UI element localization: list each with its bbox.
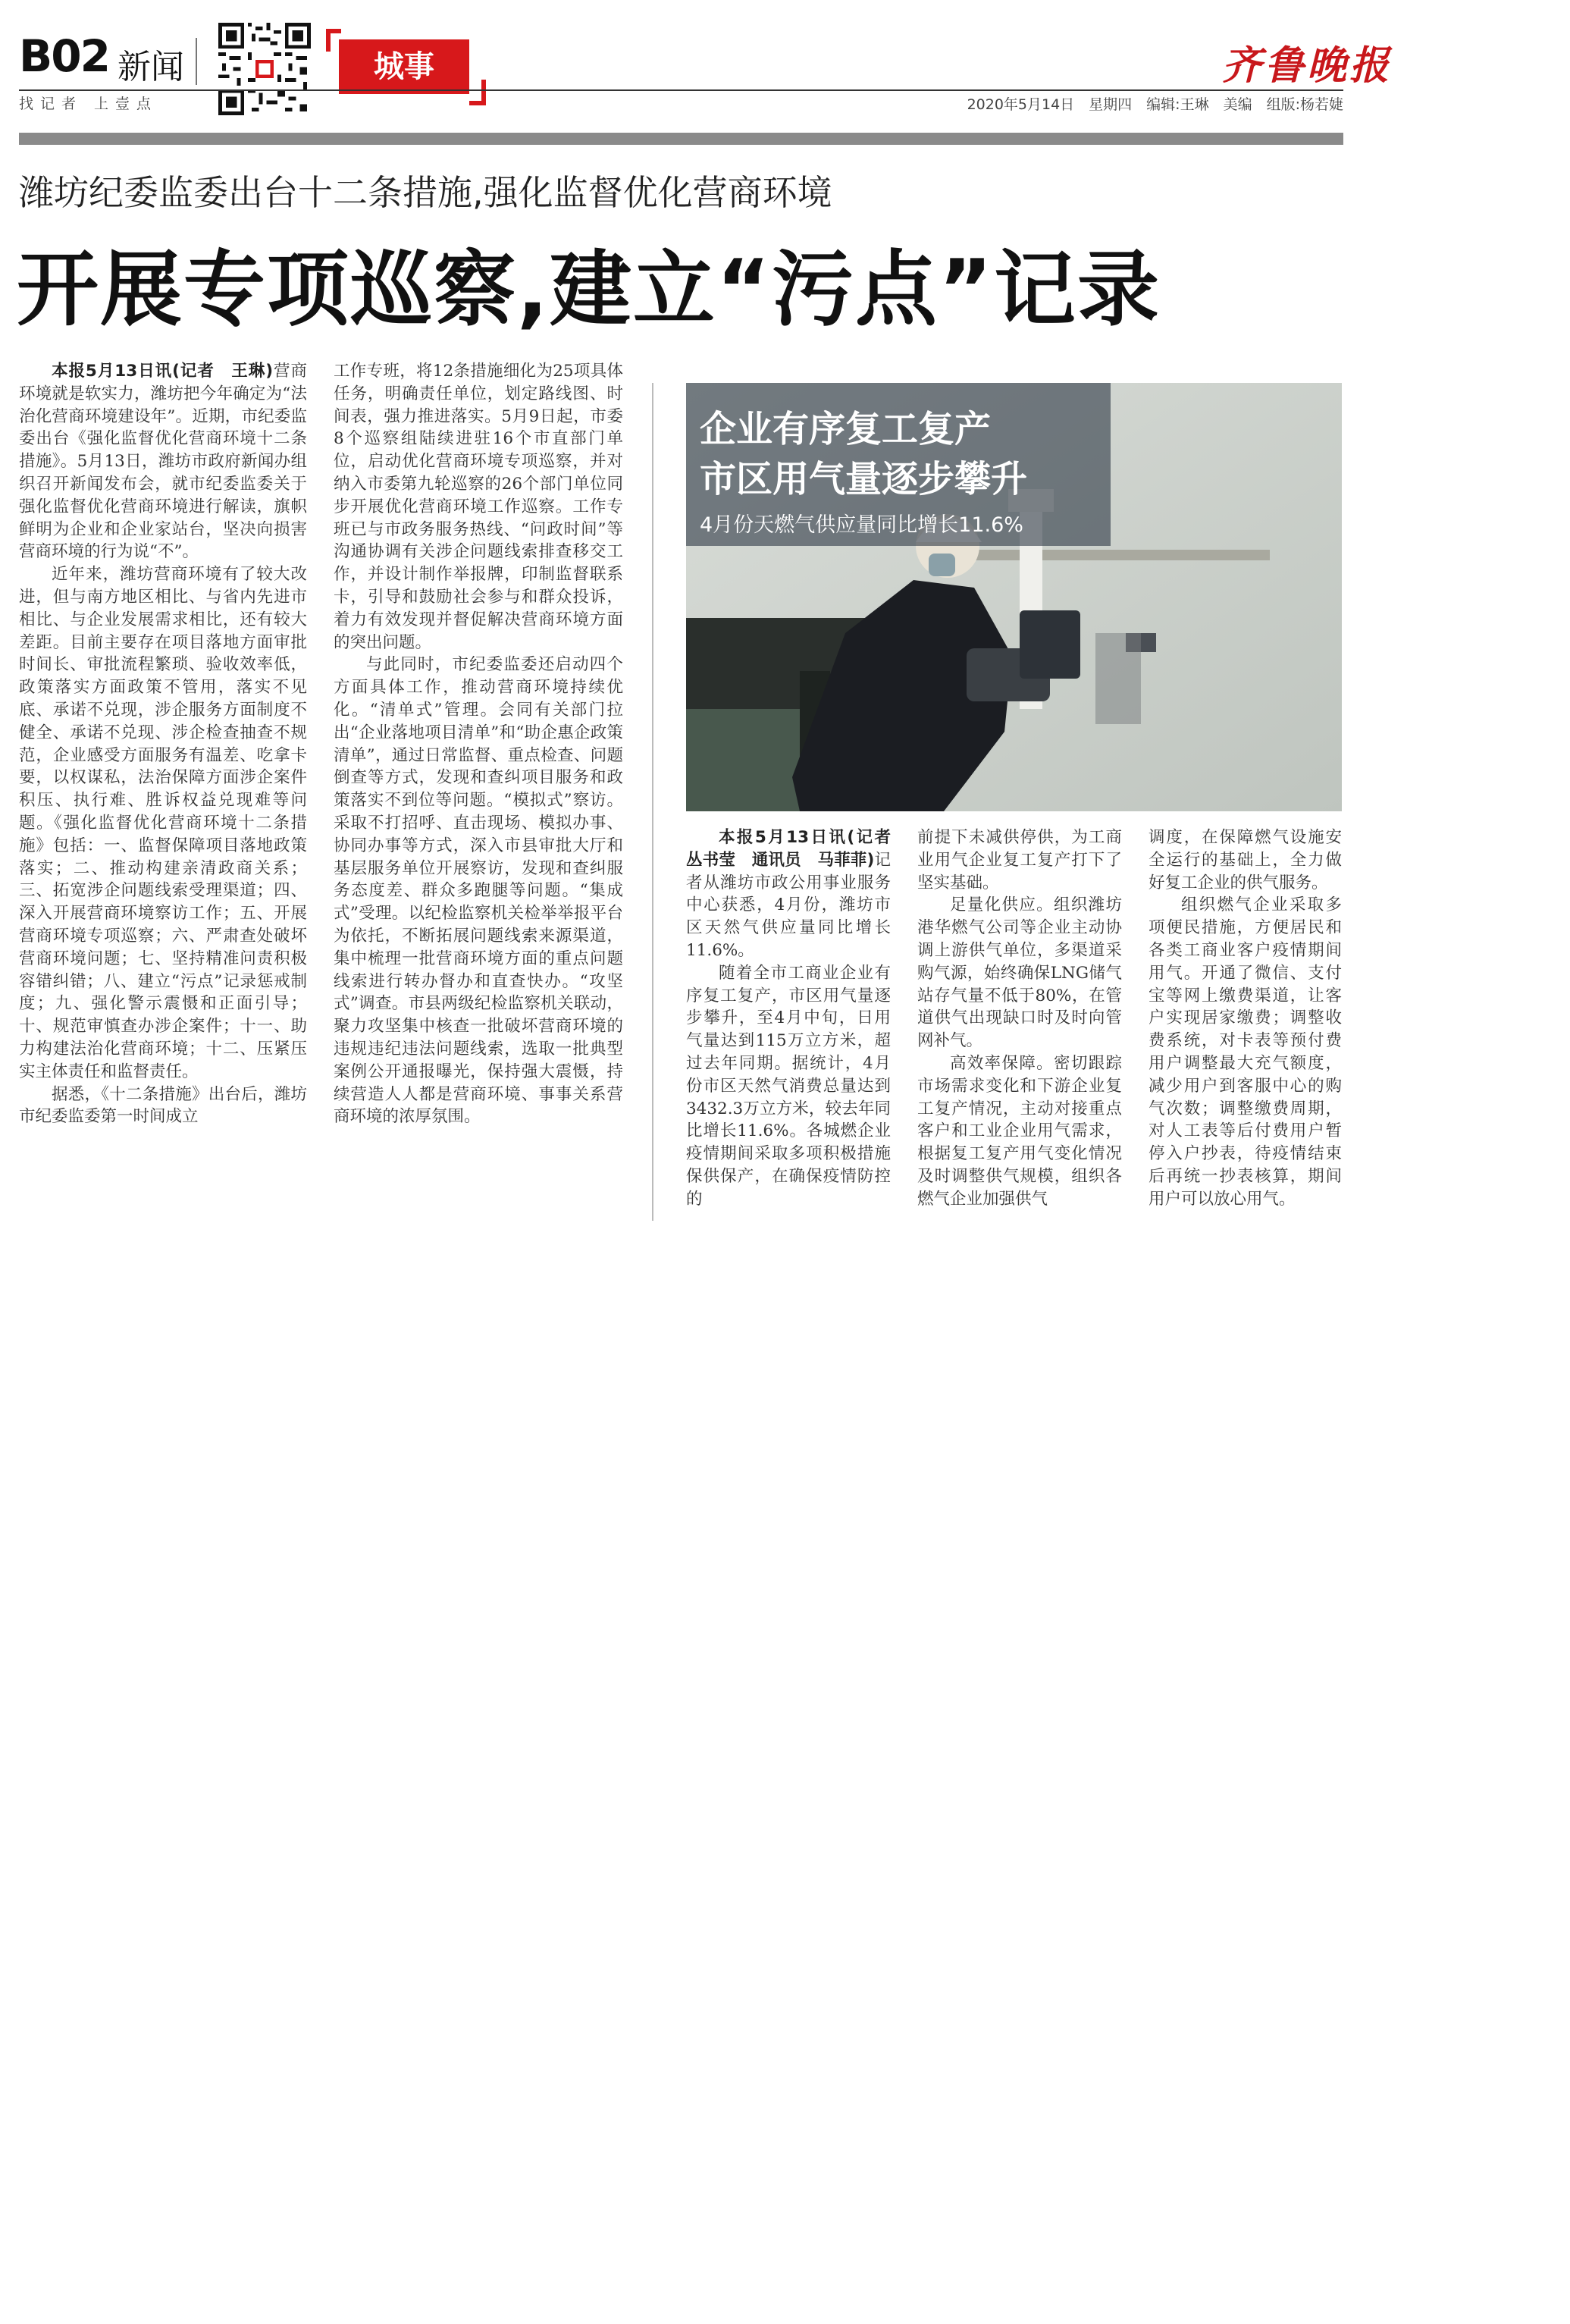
article2-subtitle: 4月份天燃气供应量同比增长11.6% [700, 513, 1023, 537]
article2-paragraph: 记者从潍坊市政公用事业服务中心获悉，4月份，潍坊市区天然气供应量同比增长11.6%。 [686, 850, 891, 960]
article2-column2 [917, 826, 1122, 1211]
article1-byline: 本报5月13日讯(记者 王琳) [52, 362, 274, 381]
section-name: 新闻 [118, 48, 184, 86]
article2-byline: 本报5月13日讯(记者 丛书莹 通讯员 马菲菲) [686, 828, 907, 870]
section-tab[interactable]: 城事 [339, 39, 469, 94]
tab-bracket-right [481, 80, 486, 105]
article1-paragraph: 近年来，潍坊营商环境有了较大改进，但与南方地区相比、与省内先进市相比、与企业发展需求相比，还有较大差距。目前主要存在项目落地方面审批时间长、审批流程繁琐、验收效率低，政策落实方面政策不管用，落实不见底、承诺不兑现，涉企服务方面制度不健全、承诺不兑现、涉企检查抽查不规范，企业感受方面服务有温差、吃拿卡要，以权谋私，法治保障方面涉企案件积压、执行难、胜诉权益兑现难等问题。《强化监督优化营商环境十二条措施》包括：一、监督保障项目落地政策落实；二、推动构建亲清政商关系；三、拓宽涉企问题线索受理渠道；四、深入开展营商环境察访工作；五、开展营商环境专项巡察；六、严肃查处破坏营商环境问题；七、坚持精准问责积极容错纠错；八、建立“污点”记录惩戒制度；九、强化警示震慑和正面引导；十、规范审慎查办涉企案件；十一、助力构建法治化营商环境；十二、压紧压实主体责任和监督责任。 [19, 565, 307, 1081]
page-number: B02 [19, 30, 109, 82]
article1-paragraph: 营商环境就是软实力，潍坊把今年确定为“法治化营商环境建设年”。近期，市纪委监委出台《强化监督优化营商环境十二条措施》。5月13日，潍坊市政府新闻办组织召开新闻发布会，就市纪委监委关于强化监督优化营商环境进行解读，旗帜鲜明为企业和企业家站台，坚决向损害营商环境的行为说“不”。 [19, 362, 307, 562]
article2-paragraph: 足量化供应。组织潍坊港华燃气公司等企业主动协调上游供气单位，多渠道采购气源，始终确保LNG储气站存气量不低于80%，在管道供气出现缺口时及时向管网补气。 [917, 895, 1122, 1051]
header-band [19, 133, 1343, 145]
tab-bracket-left [326, 29, 331, 52]
article2-column1 [686, 826, 907, 1211]
news-photo [686, 383, 1342, 811]
article2-title-line2: 市区用气量逐步攀升 [700, 458, 1028, 500]
article2-paragraph: 高效率保障。密切跟踪市场需求变化和下游企业复工复产情况，主动对接重点客户和工业企业用气需求，根据复工复产用气变化情况及时调整供气规模，组织各燃气企业加强供气 [917, 1053, 1122, 1209]
headline-subtitle: 潍坊纪委监委出台十二条措施,强化监督优化营商环境 [19, 172, 832, 213]
headline-title: 开展专项巡察,建立“污点”记录 [17, 243, 1161, 337]
article2-paragraph: 组织燃气企业采取多项便民措施，方便居民和各类工商业客户疫情期间用气。开通了微信、支付宝等网上缴费渠道，让客户实现居家缴费；调整收费系统，对卡表等预付费用户调整最大充气额度，减少用户到客服中心的购气次数；调整缴费周期，对人工表等后付费用户暂停入户抄表，待疫情结束后再统一抄表核算，期间用户可以放心用气。 [1149, 895, 1342, 1209]
header-divider [196, 38, 197, 85]
qr-code-icon[interactable] [218, 23, 311, 115]
header-rule [19, 89, 1343, 91]
article1-paragraph: 与此同时，市纪委监委还启动四个方面具体工作，推动营商环境持续优化。“清单式”管理。会同有关部门拉出“企业落地项目清单”和“助企惠企政策清单”，通过日常监督、重点检查、问题倒查等方式，发现和查纠项目服务和政策落实不到位等问题。“模拟式”察访。采取不打招呼、直击现场、模拟办事、协同办事等方式，深入市县审批大厅和基层服务单位开展察访，发现和查纠服务态度差、群众多跑腿等问题。“集成式”受理。以纪检监察机关检举举报平台为依托，不断拓展问题线索来源渠道，集中梳理一批营商环境方面的重点问题线索进行转办督办和直查快办。“攻坚式”调查。市县两级纪检监察机关联动，聚力攻坚集中核查一批破坏营商环境的违规违纪违法问题线索，选取一批典型案例公开通报曝光，保持强大震慑，持续营造人人都是营商环境、事事关系营商环境的浓厚氛围。 [334, 655, 623, 1127]
article2-paragraph: 调度，在保障燃气设施安全运行的基础上，全力做好复工企业的供气服务。 [1149, 828, 1342, 892]
issue-meta: 2020年5月14日 星期四 编辑:王琳 美编 组版:杨若婕 [967, 96, 1343, 113]
article2-paragraph: 随着全市工商业企业有序复工复产，市区用气量逐步攀升，至4月中旬，日用气量达到115万立方米，超过去年同期。据统计，4月份市区天然气消费总量达到3432.3万立方米，较去年同比增长11.6%。各城燃企业疫情期间采取多项积极措施保供保产，在确保疫情防控的 [686, 963, 891, 1209]
article2-paragraph: 前提下未减供停供，为工商业用气企业复工复产打下了坚实基础。 [917, 828, 1122, 892]
reporter-line: 找记者 上壹点 [19, 96, 158, 112]
column-divider [652, 383, 653, 1221]
masthead-logo: 齐鲁晚报 [1222, 42, 1393, 89]
article2-column3 [1149, 826, 1342, 1211]
article1-paragraph: 据悉，《十二条措施》出台后，潍坊市纪委监委第一时间成立 [19, 1084, 307, 1127]
article1-column2 [334, 360, 623, 1128]
article2-title-line1: 企业有序复工复产 [700, 408, 992, 450]
article1-column1 [19, 360, 307, 1128]
article1-paragraph: 工作专班，将12条措施细化为25项具体任务，明确责任单位，划定路线图、时间表，强力推进落实。5月9日起，市委8个巡察组陆续进驻16个市直部门单位，启动优化营商环境专项巡察，并对纳入市委第九轮巡察的26个部门单位同步开展优化营商环境工作巡察。工作专班已与市政务服务热线、“问政时间”等沟通协调有关涉企问题线索排查移交工作，并设计制作举报牌，印制监督联系卡，引导和鼓励社会参与和群众投诉，着力有效发现并督促解决营商环境方面的突出问题。 [334, 362, 623, 652]
